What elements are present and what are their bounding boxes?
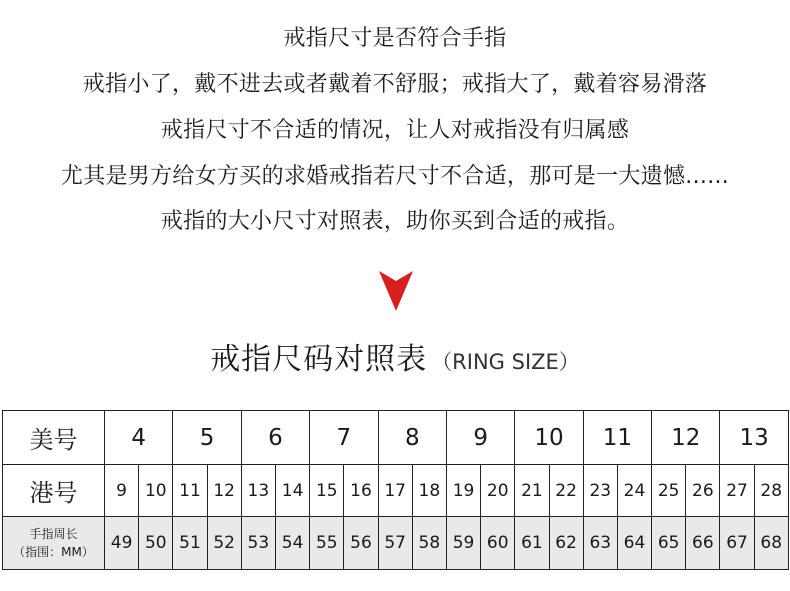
hk-size-cell: 22	[549, 465, 583, 517]
hk-size-cell: 18	[412, 465, 446, 517]
circumference-cell: 49	[105, 517, 139, 570]
us-size-cell: 7	[310, 411, 378, 465]
us-size-cell: 12	[652, 411, 720, 465]
hk-size-cell: 26	[686, 465, 720, 517]
intro-line-2: 戒指小了，戴不进去或者戴着不舒服；戒指大了，戴着容易滑落	[82, 72, 708, 97]
circumference-label-line2: （指围：MM）	[13, 545, 94, 559]
circumference-cell: 68	[754, 517, 788, 570]
circumference-cell: 65	[652, 517, 686, 570]
circumference-cell: 63	[583, 517, 617, 570]
hk-size-cell: 21	[515, 465, 549, 517]
us-size-row	[3, 411, 789, 465]
circumference-cell: 61	[515, 517, 549, 570]
hk-size-cell: 19	[446, 465, 480, 517]
circumference-cell: 54	[275, 517, 309, 570]
intro-line-3: 戒指尺寸不合适的情况，让人对戒指没有归属感	[160, 118, 630, 143]
table-heading	[0, 334, 790, 378]
hk-size-cell: 15	[310, 465, 344, 517]
us-size-cell: 6	[241, 411, 309, 465]
hk-size-label: 港号	[3, 465, 105, 517]
circumference-cell: 59	[446, 517, 480, 570]
hk-size-cell: 27	[720, 465, 754, 517]
table-subtitle: （RING SIZE）	[431, 350, 580, 374]
us-size-cell: 10	[515, 411, 583, 465]
circumference-cell: 67	[720, 517, 754, 570]
us-size-cell: 11	[583, 411, 651, 465]
hk-size-cell: 25	[652, 465, 686, 517]
circumference-cell: 64	[617, 517, 651, 570]
circumference-cell: 52	[207, 517, 241, 570]
hk-size-cell: 12	[207, 465, 241, 517]
circumference-label-line1: 手指周长	[29, 527, 78, 541]
us-size-label: 美号	[3, 411, 105, 465]
circumference-cell: 58	[412, 517, 446, 570]
us-size-cell: 8	[378, 411, 446, 465]
hk-size-cell: 13	[241, 465, 275, 517]
us-size-cell: 9	[446, 411, 514, 465]
hk-size-cell: 20	[481, 465, 515, 517]
ring-size-table	[2, 410, 789, 570]
us-size-cell: 4	[105, 411, 173, 465]
hk-size-cell: 28	[754, 465, 788, 517]
circumference-cell: 50	[139, 517, 173, 570]
intro-line-1: 戒指尺寸是否符合手指	[283, 26, 507, 51]
intro-line-5: 戒指的大小尺寸对照表，助你买到合适的戒指。	[160, 209, 630, 234]
circumference-cell: 51	[173, 517, 207, 570]
circumference-cell: 66	[686, 517, 720, 570]
table-title: 戒指尺码对照表	[210, 342, 428, 377]
circumference-cell: 55	[310, 517, 344, 570]
hk-size-cell: 16	[344, 465, 378, 517]
hk-size-cell: 10	[139, 465, 173, 517]
us-size-cell: 5	[173, 411, 241, 465]
circumference-cell: 62	[549, 517, 583, 570]
circumference-cell: 56	[344, 517, 378, 570]
circumference-cell: 57	[378, 517, 412, 570]
arrow-down-icon	[379, 271, 413, 311]
hk-size-cell: 9	[105, 465, 139, 517]
circumference-label	[3, 517, 105, 570]
hk-size-cell: 14	[275, 465, 309, 517]
hk-size-cell: 23	[583, 465, 617, 517]
us-size-cell: 13	[720, 411, 788, 465]
intro-line-4: 尤其是男方给女方买的求婚戒指若尺寸不合适，那可是一大遗憾......	[60, 164, 730, 189]
circumference-row	[3, 517, 789, 570]
hk-size-cell: 24	[617, 465, 651, 517]
hk-size-row	[3, 465, 789, 517]
circumference-cell: 60	[481, 517, 515, 570]
hk-size-cell: 11	[173, 465, 207, 517]
circumference-cell: 53	[241, 517, 275, 570]
hk-size-cell: 17	[378, 465, 412, 517]
